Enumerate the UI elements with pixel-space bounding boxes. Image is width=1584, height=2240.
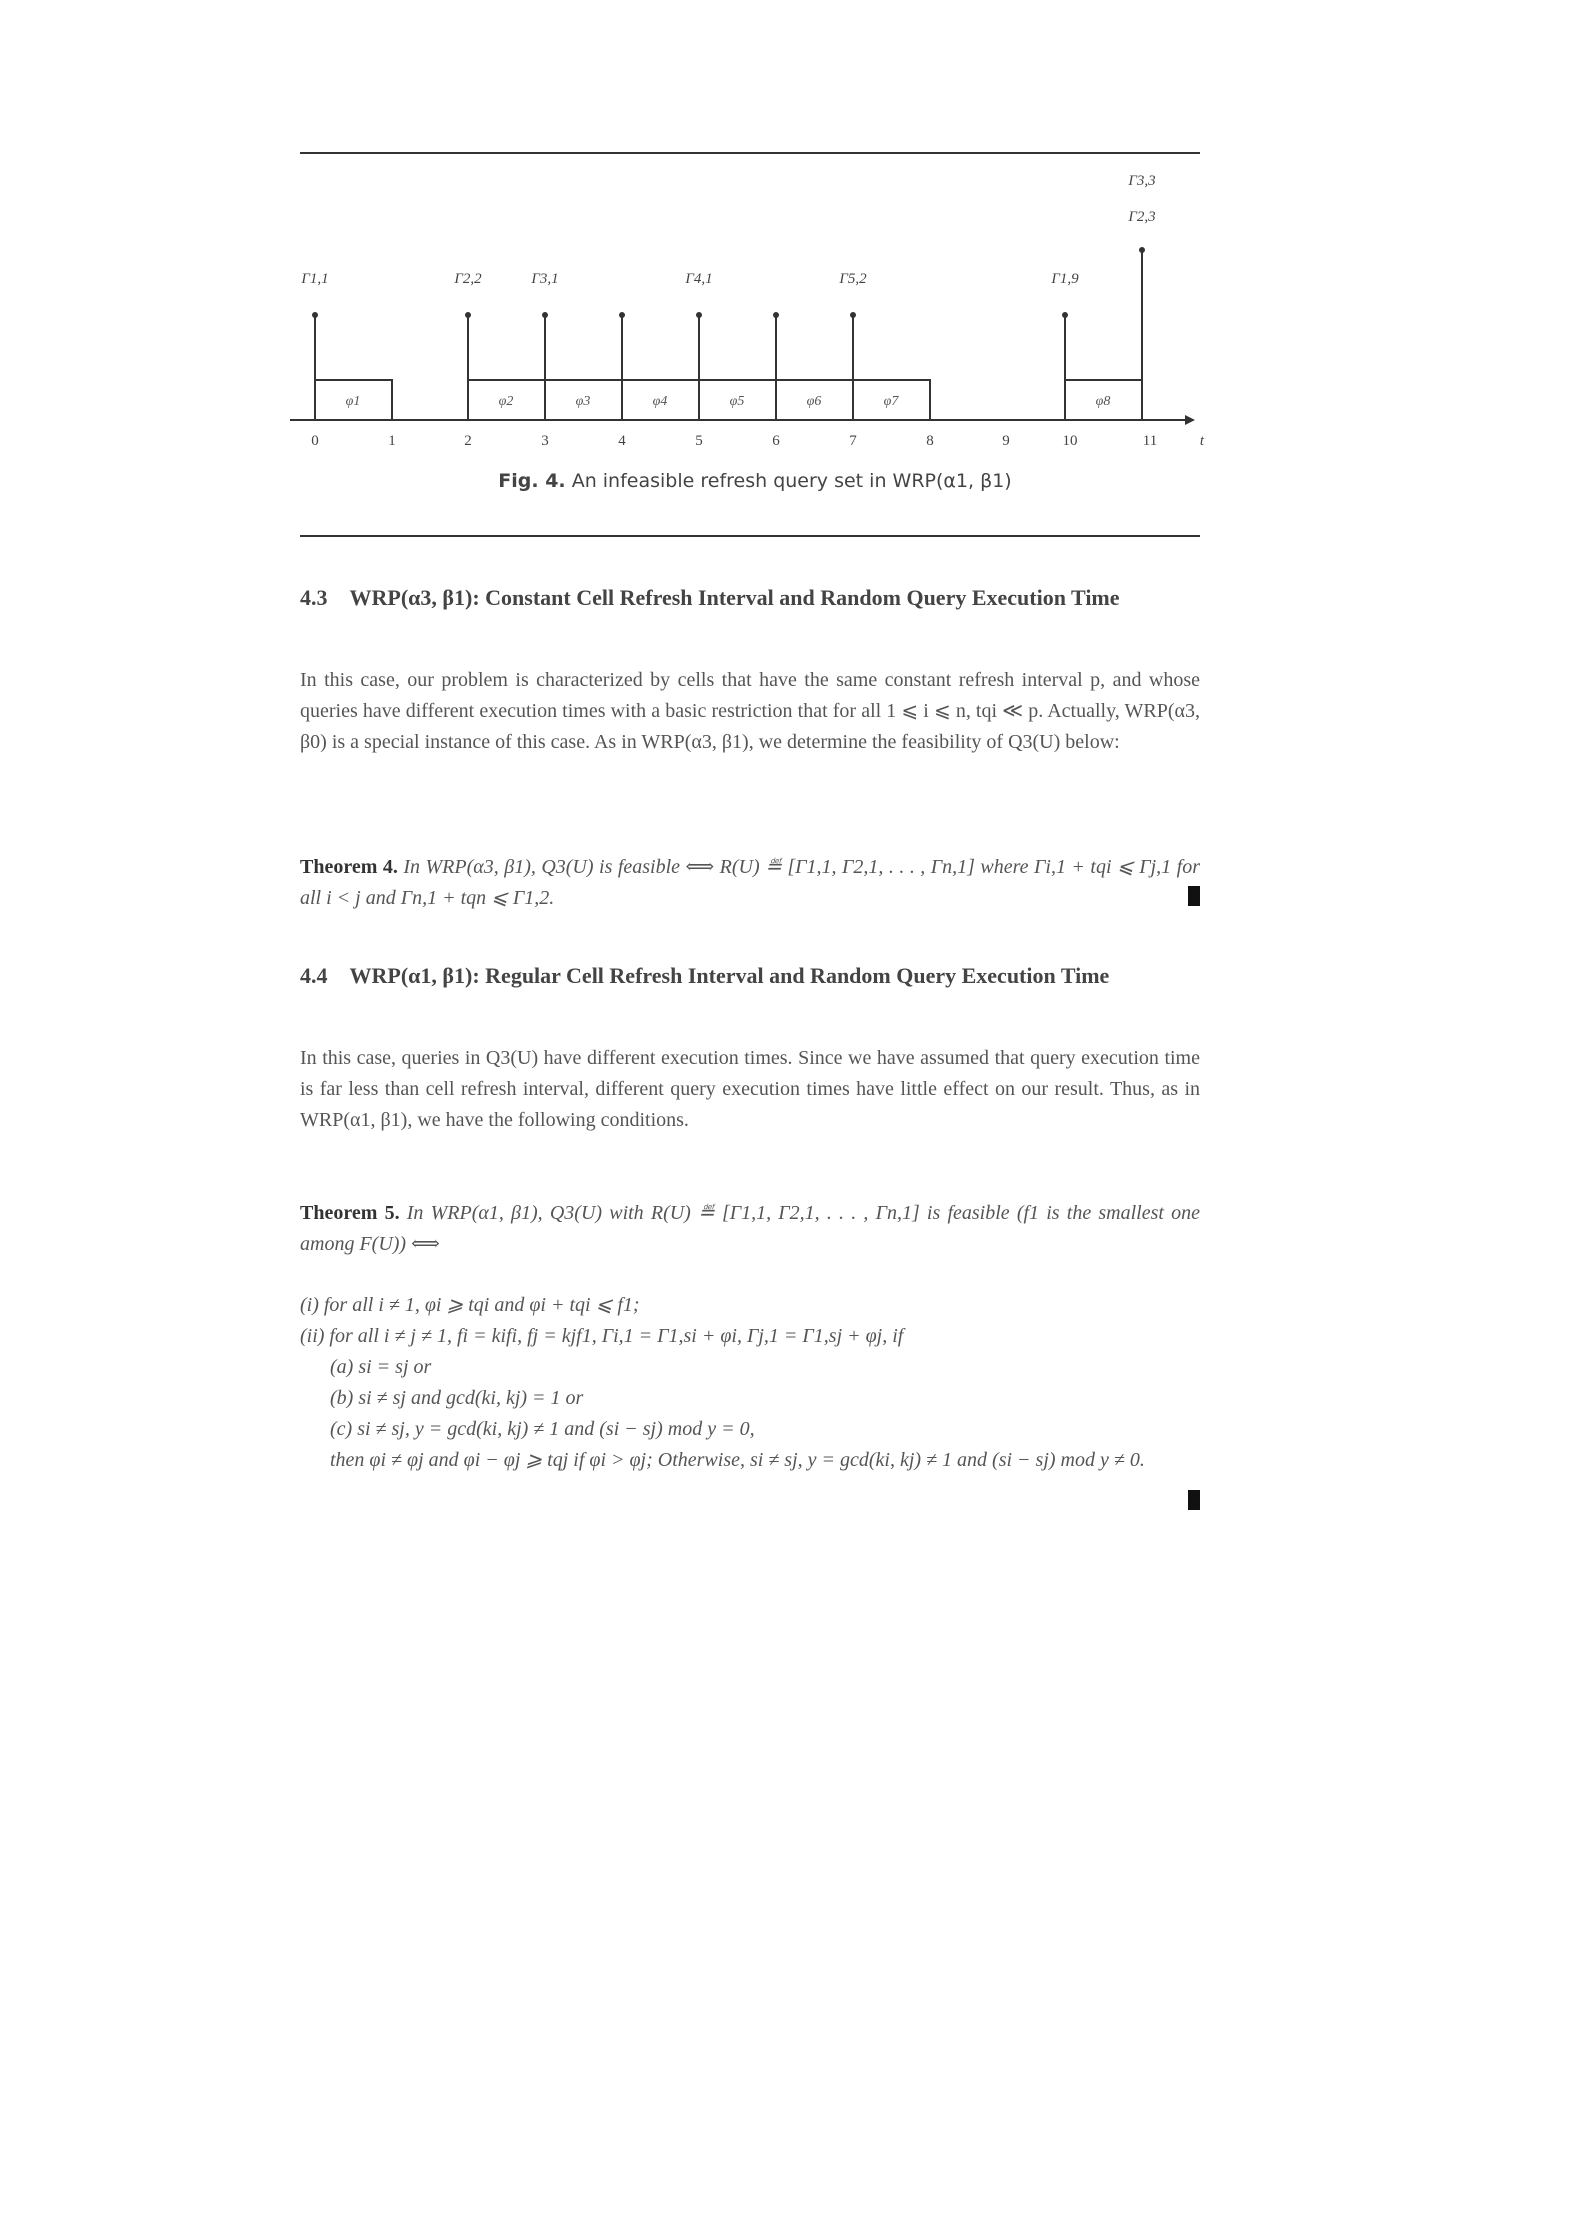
- tick-label: 6: [772, 433, 780, 449]
- section-number: 4.4: [300, 963, 328, 988]
- tick-label: t: [1199, 433, 1205, 449]
- query-label: φ1: [345, 394, 361, 409]
- theorem-4: [300, 852, 1200, 914]
- tick-label: 5: [695, 433, 703, 449]
- top-rule: [300, 152, 1200, 154]
- tick-label: 9: [1002, 433, 1010, 449]
- figure-4: [290, 160, 1220, 520]
- arrow-dot: [542, 312, 548, 318]
- refresh-label: Γ4,1: [685, 271, 713, 287]
- query-label: φ3: [575, 394, 591, 409]
- theorem-statement: In WRP(α3, β1), Q3(U) is feasible ⟺ R(U) ≝ [Γ1,1, Γ2,1, . . . , Γn,1] where Γi,1 + tqi ⩽ Γj,1 for all i < j and Γn,1 + tqn ⩽ Γ1,2.: [300, 856, 1200, 909]
- timeline-diagram: [290, 160, 1220, 460]
- condition-item: (c) si ≠ sj, y = gcd(ki, kj) ≠ 1 and (si − sj) mod y = 0,: [330, 1418, 755, 1440]
- query-label: φ6: [806, 394, 822, 409]
- theorem-5-conditions: [300, 1290, 1200, 1476]
- refresh-label: Γ3,1: [531, 271, 559, 287]
- theorem-label: Theorem 4.: [300, 856, 398, 878]
- qed-mark: [1188, 1490, 1200, 1510]
- arrow-dot: [696, 312, 702, 318]
- figure-number: Fig. 4.: [498, 470, 566, 492]
- section-4-3-heading: [300, 582, 1200, 614]
- section-title: WRP(α1, β1): Regular Cell Refresh Interval and Random Query Execution Time: [349, 963, 1110, 988]
- qed-mark: [1188, 886, 1200, 906]
- refresh-label: Γ2,3: [1128, 209, 1156, 225]
- tick-label: 3: [541, 433, 549, 449]
- section-4-4-paragraph: In this case, queries in Q3(U) have different execution times. Since we have assumed that query execution time is far less than cell refresh interval, different query execution times have little effect on our result. Thus, as in WRP(α1, β1), we have the following conditions.: [300, 1047, 1200, 1131]
- section-number: 4.3: [300, 585, 328, 610]
- section-title: WRP(α3, β1): Constant Cell Refresh Interval and Random Query Execution Time: [349, 585, 1120, 610]
- tick-label: 8: [926, 433, 934, 449]
- axis-arrowhead: [1185, 415, 1195, 425]
- tick-label: 7: [849, 433, 857, 449]
- refresh-label: Γ5,2: [839, 271, 867, 287]
- tick-label: 4: [618, 433, 626, 449]
- tick-label: 11: [1142, 433, 1158, 449]
- bottom-rule: [300, 535, 1200, 537]
- query-label: φ4: [652, 394, 668, 409]
- query-label: φ8: [1095, 394, 1111, 409]
- tick-label: 2: [464, 433, 472, 449]
- arrow-dot: [773, 312, 779, 318]
- arrow-dot: [465, 312, 471, 318]
- condition-item: (a) si = sj or: [330, 1356, 432, 1378]
- query-label: φ5: [729, 394, 745, 409]
- tick-label: 10: [1062, 433, 1078, 449]
- tick-label: 0: [311, 433, 319, 449]
- figure-caption-text: An infeasible refresh query set in WRP(α1, β1): [571, 470, 1012, 492]
- theorem-label: Theorem 5.: [300, 1202, 400, 1224]
- arrow-dot: [850, 312, 856, 318]
- refresh-label: Γ1,1: [301, 271, 329, 287]
- section-4-3-paragraph: In this case, our problem is characterized by cells that have the same constant refresh interval p, and whose queries have different execution times with a basic restriction that for all 1 ⩽ i ⩽ n, tqi ≪ p. Actually, WRP(α3, β0) is a special instance of this case. As in WRP(α3, β1), we determine the feasibility of Q3(U) below:: [300, 669, 1200, 753]
- condition-item: then φi ≠ φj and φi − φj ⩾ tqj if φi > φj; Otherwise, si ≠ sj, y = gcd(ki, kj) ≠ 1 and (si − sj) mod y ≠ 0.: [330, 1449, 1145, 1471]
- condition-item: (b) si ≠ sj and gcd(ki, kj) = 1 or: [330, 1387, 584, 1409]
- arrow-dot: [1139, 247, 1145, 253]
- theorem-5: [300, 1198, 1200, 1260]
- arrow-dot: [619, 312, 625, 318]
- condition-item: (ii) for all i ≠ j ≠ 1, fi = kifi, fj = kjf1, Γi,1 = Γ1,si + φi, Γj,1 = Γ1,sj + φj, if: [300, 1325, 904, 1347]
- query-label: φ7: [883, 394, 899, 409]
- query-label: φ2: [498, 394, 514, 409]
- condition-item: (i) for all i ≠ 1, φi ⩾ tqi and φi + tqi ⩽ f1;: [300, 1294, 640, 1316]
- arrow-dot: [1062, 312, 1068, 318]
- figure-caption: [290, 470, 1220, 492]
- theorem-statement: In WRP(α1, β1), Q3(U) with R(U) ≝ [Γ1,1, Γ2,1, . . . , Γn,1] is feasible (f1 is the smallest one among F(U)) ⟺: [300, 1202, 1200, 1255]
- refresh-label: Γ3,3: [1128, 173, 1156, 189]
- section-4-4-heading: [300, 960, 1200, 992]
- refresh-label: Γ2,2: [454, 271, 482, 287]
- arrow-dot: [312, 312, 318, 318]
- refresh-label: Γ1,9: [1051, 271, 1079, 287]
- tick-label: 1: [388, 433, 396, 449]
